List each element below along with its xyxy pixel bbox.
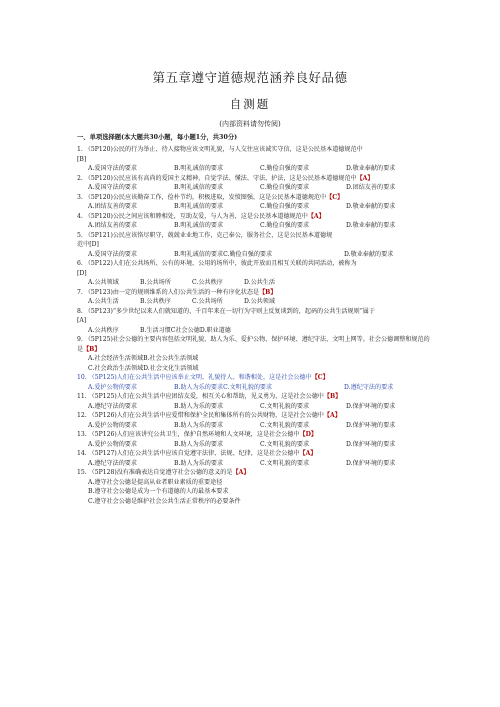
question-6-options bbox=[77, 278, 432, 288]
option-a: A.公共领域 bbox=[88, 279, 119, 286]
question-8: 8. （5P123)“多少世纪以来人们就知道的，千百年来在一切行为守则上反复谈到的，起码的公共生活规则”属于 bbox=[77, 307, 375, 315]
document-subtitle: 自测题 bbox=[229, 97, 271, 111]
option-c: C.勤俭自强的要求 bbox=[260, 184, 310, 191]
question-13: 13. （5P126)人们应该讲究公共卫生，保护自然环境和人文环境，这是社会公德中【D】 bbox=[77, 431, 318, 438]
question-11-options bbox=[77, 402, 432, 412]
option-d: D.敬业奉献的要求 bbox=[346, 222, 396, 229]
question-12: 12. （5P126)人们在公共生活中应爱惜和保护全民和集体所有的公共财物，这是社会公德中【A】 bbox=[77, 412, 341, 419]
answer: 【A】 bbox=[232, 469, 250, 476]
question-11: 11. （5P125)人们在公共生活中应团结友爱，相互关心和帮助，见义勇为，这是社会公德中【B】 bbox=[77, 393, 342, 400]
option-a: A.团结友善的要求 bbox=[88, 203, 137, 210]
option-c: C.文明礼貌的要求 bbox=[260, 402, 310, 410]
option-a: A.团结友善的要求 bbox=[88, 222, 137, 229]
option-b: B.明礼诚信的要求 bbox=[174, 165, 224, 172]
question-2: 2. （5P120)公民应该有高尚的爱国主义精神，自觉学法、懂法、守法、护法，这是公民基本道德规范中【A】 bbox=[77, 174, 374, 182]
question-12-options bbox=[77, 421, 432, 431]
answer: 【B】 bbox=[83, 345, 101, 353]
option-c-d: C.社会政治生活领域D.社会文化生活领域 bbox=[88, 364, 199, 372]
question-2-options bbox=[77, 183, 432, 193]
option-c: C.文明礼貌的要求 bbox=[260, 421, 310, 429]
question-1-options bbox=[77, 164, 432, 174]
answer: 【C】 bbox=[326, 193, 344, 201]
question-7-options bbox=[77, 297, 432, 307]
internal-note: (内部资料请勿传阅) bbox=[219, 120, 281, 128]
option-b: B.助人为乐的要求 bbox=[174, 459, 224, 467]
option-d: D.保护环境的要求 bbox=[346, 402, 396, 410]
option-c: C.勤俭自强的要求 bbox=[260, 203, 310, 210]
document-title: 第五章遵守道德规范涵养良好品德 bbox=[152, 70, 348, 85]
option-b: B.明礼诚信的要求 bbox=[174, 222, 224, 229]
question-1-answer-line bbox=[77, 155, 432, 165]
option-d: D.遵纪守法的要求 bbox=[344, 383, 394, 391]
answer: 【B】 bbox=[259, 288, 277, 296]
answer: 【B】 bbox=[323, 393, 342, 400]
answer: [A] bbox=[77, 317, 87, 324]
question-8-answer-line bbox=[77, 316, 432, 326]
section-heading: 一、单项选择题(本大题共30小题，每小题1分，共30分) bbox=[77, 134, 238, 141]
question-10: 10. （5P125)人们在公共生活中应该举止文明、礼貌待人、和谐相处，这是社会公德中【C】 bbox=[77, 374, 329, 381]
answer: 【C】 bbox=[311, 374, 329, 381]
question-15-option-a: A.遵守社会公德是提高从业者职业素质的重要途径 bbox=[88, 478, 223, 486]
option-c: C.勤俭自强的要求 bbox=[260, 222, 310, 229]
option-d: D.敬业奉献的要求 bbox=[346, 165, 396, 172]
question-3: 3. （5P120)公民应该勤奋工作，俭朴节约，积极进取，发愤图强，这是公民基本道德规范中【C】 bbox=[77, 193, 344, 201]
option-d: D.公共生活 bbox=[244, 279, 275, 286]
option-a-b: A.社会经济生活领域B.社会公共生活领域 bbox=[88, 355, 199, 362]
option-a: A.爱国守法的要求 bbox=[88, 250, 137, 258]
option-a: A.公共秩序 bbox=[88, 326, 119, 334]
question-6-answer-line bbox=[77, 269, 432, 279]
answer: 【A】 bbox=[307, 212, 325, 220]
question-7: 7. （5P123)由一定的规则维系的人们公共生活的一种有序化状态是【B】 bbox=[77, 288, 277, 296]
question-15: 15. （5P128)没有准确表达自觉遵守社会公德的意义的是【A】 bbox=[77, 469, 250, 476]
option-c: C.文明礼貌的要求 bbox=[260, 440, 310, 448]
option-a: A.遵纪守法的要求 bbox=[88, 402, 137, 410]
option-d: D.团结友善的要求 bbox=[346, 184, 396, 191]
option-d: D.保护环境的要求 bbox=[346, 459, 396, 467]
option-b: B.助人为乐的要求 bbox=[174, 421, 224, 429]
question-15-option-b: B.遵守社会公德是成为一个有道德的人的最基本要求 bbox=[88, 488, 229, 495]
question-5-continued: 范中[D] bbox=[77, 241, 99, 248]
answer: 【A】 bbox=[299, 450, 317, 457]
question-1: 1. （5P120)公民的行为举止、待人接物应该文明礼貌，与人交往应该诚实守信，这是公民基本道德规范中 bbox=[77, 146, 363, 153]
option-b: B.公共秩序 bbox=[140, 298, 171, 305]
option-c: C.勤俭自强的要求 bbox=[260, 165, 310, 172]
option-b-c: B.助人为乐的要求C.文明礼貌的要求 bbox=[174, 383, 273, 391]
option-b: B.公共场所 bbox=[140, 279, 171, 286]
answer: 【A】 bbox=[323, 412, 341, 419]
option-a: A.爱国守法的要求 bbox=[88, 184, 137, 191]
option-a: A.爱护公物的要求 bbox=[88, 383, 137, 391]
answer: [D] bbox=[77, 269, 87, 277]
option-a: A.爱护公物的要求 bbox=[88, 440, 137, 448]
answer: 【D】 bbox=[299, 431, 318, 438]
option-b: B.助人为乐的要求 bbox=[174, 402, 224, 410]
question-6: 6. （5P122)人们在公共场所、公有的环境、公用的场所中，彼此开放而且相互关联的共同活动，被称为 bbox=[77, 260, 357, 267]
option-b-c-d: B.生活习惯C社会公德D.职业道德 bbox=[140, 326, 231, 334]
option-d: D.保护环境的要求 bbox=[346, 440, 396, 448]
option-a: A.爱国守法的要求 bbox=[88, 165, 137, 172]
question-9: 9. （5P125)社会公德的主要内容包括文明礼貌、助人为乐、爱护公物、保护环境、遵纪守法、文明上网等。社会公德调整和规范的是【B】 bbox=[77, 336, 430, 353]
question-9-options-ab bbox=[77, 354, 432, 364]
question-10-options bbox=[77, 383, 432, 393]
question-5-options bbox=[77, 250, 432, 260]
question-list bbox=[77, 145, 432, 506]
option-b: B.明礼诚信的要求 bbox=[174, 203, 224, 210]
option-d: D.敬业奉献的要求 bbox=[346, 203, 396, 210]
question-13-options bbox=[77, 440, 432, 450]
option-b: B.助人为乐的要求 bbox=[174, 440, 224, 448]
option-b: B.明礼诚信的要求 bbox=[174, 184, 224, 191]
question-15-option-c: C.遵守社会公德是维护社会公共生活正常秩序的必要条件 bbox=[88, 497, 241, 505]
question-14-options bbox=[77, 459, 432, 469]
question-14: 14. （5P127)人们在公共生活中应该自觉遵守法律、法规、纪律，这是社会公德中【A】 bbox=[77, 450, 317, 457]
option-b-c: B.明礼诚信的要求C.勤俭自强的要求 bbox=[174, 250, 273, 258]
question-8-options bbox=[77, 326, 432, 336]
answer: [B] bbox=[77, 155, 87, 163]
option-d: D.保护环境的要求 bbox=[346, 421, 396, 429]
option-a: A.遵纪守法的要求 bbox=[88, 459, 137, 467]
option-d: D.敬业奉献的要求 bbox=[344, 250, 394, 258]
option-c: C.公共秩序 bbox=[192, 279, 223, 286]
question-4-options bbox=[77, 221, 432, 231]
answer: [D] bbox=[89, 241, 99, 248]
question-4: 4. （5P120)公民之间应该和睦相处，互助友爱，与人为善，这是公民基本道德规范中【A】 bbox=[77, 212, 325, 220]
option-c: C.公共场所 bbox=[192, 298, 223, 305]
option-a: A.公共生活 bbox=[88, 298, 119, 305]
question-9-options-cd bbox=[77, 364, 432, 374]
answer: 【A】 bbox=[356, 174, 374, 182]
option-a: A.爱护公物的要求 bbox=[88, 421, 137, 429]
option-d: D.公共领域 bbox=[244, 298, 275, 305]
question-3-options bbox=[77, 202, 432, 212]
option-c: C.文明礼貌的要求 bbox=[260, 459, 310, 467]
question-5: 5. （5P121)公民应该恪尽职守，兢兢业业地工作，克己奉公，服务社会，这是公民基本道德规 bbox=[77, 231, 333, 239]
